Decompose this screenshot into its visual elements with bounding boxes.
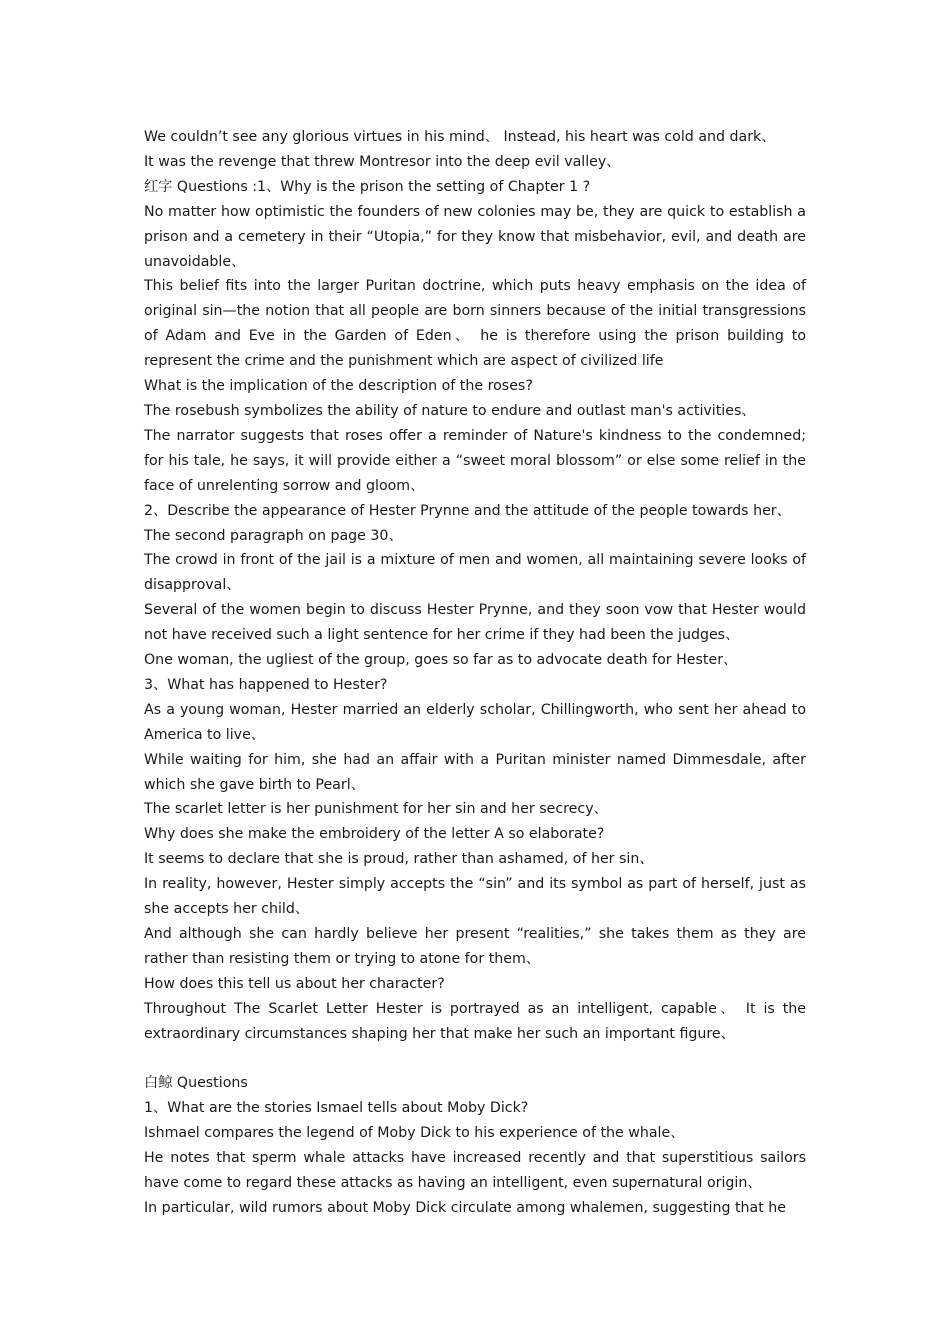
question-line: How does this tell us about her character?: [144, 975, 445, 992]
question-line: 1、What are the stories Ismael tells about Moby Dick?: [144, 1100, 529, 1117]
text-line: The second paragraph on page 30、: [144, 527, 403, 544]
text-paragraph: No matter how optimistic the founders of new colonies may be, they are quick to establish a prison and a cemetery in their “Utopia,” for they know that misbehavior, evil, and death are unavoidable、: [144, 203, 806, 270]
faint-watermark-line: [144, 1047, 806, 1072]
text-paragraph: In reality, however, Hester simply accepts the “sin” and its symbol as part of herself, just as she accepts her child、: [144, 876, 806, 918]
text-paragraph: In particular, wild rumors about Moby Dick circulate among whalemen, suggesting that he: [144, 1199, 787, 1216]
text-paragraph: He notes that sperm whale attacks have increased recently and that superstitious sailors have come to regard these attacks as having an intelligent, even supernatural origin、: [144, 1150, 806, 1192]
question-line: What is the implication of the description of the roses?: [144, 378, 533, 395]
text-paragraph: The crowd in front of the jail is a mixture of men and women, all maintaining severe looks of disapproval、: [144, 552, 806, 594]
section-title-cjk: 白鲸: [144, 1075, 173, 1092]
text-paragraph: While waiting for him, she had an affair with a Puritan minister named Dimmesdale, after which she gave birth to Pearl、: [144, 751, 806, 793]
text-paragraph: And although she can hardly believe her present “realities,” she takes them as they are rather than resisting them or trying to atone for them、: [144, 926, 806, 967]
text-paragraph: As a young woman, Hester married an elderly scholar, Chillingworth, who sent her ahead to America to live、: [144, 701, 806, 743]
text-paragraph: This belief fits into the larger Puritan doctrine, which puts heavy emphasis on the idea of original sin—the notion that all people are born sinners because of the initial transgressions of Adam and Eve in the Garden of Eden、 he is therefore using the prison building to represent the crime and the punishment which are aspect of civilized life: [144, 278, 806, 370]
section-title-cjk: 红字: [144, 178, 173, 195]
text-line: It seems to declare that she is proud, rather than ashamed, of her sin、: [144, 851, 654, 868]
text-paragraph: The narrator suggests that roses offer a reminder of Nature's kindness to the condemned; for his tale, he says, it will provide either a “sweet moral blossom” or else some relief in the face of unrelenting sorrow and gloom、: [144, 427, 806, 494]
text-line: The scarlet letter is her punishment for her sin and her secrecy、: [144, 801, 608, 818]
text-line: We couldn’t see any glorious virtues in his mind、 Instead, his heart was cold and dark、: [144, 129, 776, 145]
question-line: 3、What has happened to Hester?: [144, 676, 388, 693]
text-line: Ishmael compares the legend of Moby Dick to his experience of the whale、: [144, 1125, 685, 1142]
question-line: Why does she make the embroidery of the letter A so elaborate?: [144, 826, 605, 843]
text-paragraph: Throughout The Scarlet Letter Hester is portrayed as an intelligent, capable、 It is the extraordinary circumstances shaping her that make her such an important figure、: [144, 1000, 806, 1042]
question-line: 2、Describe the appearance of Hester Prynne and the attitude of the people towards her、: [144, 502, 791, 519]
text-line: The rosebush symbolizes the ability of nature to endure and outlast man's activities、: [144, 402, 756, 419]
section-heading-scarlet-letter: 红字 Questions :1、Why is the prison the setting of Chapter 1 ?: [144, 178, 591, 195]
document-page: [144, 125, 806, 1221]
section-heading-moby-dick: 白鲸 Questions: [144, 1075, 248, 1092]
text-line: One woman, the ugliest of the group, goes so far as to advocate death for Hester、: [144, 652, 738, 669]
text-line: It was the revenge that threw Montresor into the deep evil valley、: [144, 153, 621, 170]
text-paragraph: Several of the women begin to discuss Hester Prynne, and they soon vow that Hester would not have received such a light sentence for her crime if they had been the judges、: [144, 602, 806, 644]
